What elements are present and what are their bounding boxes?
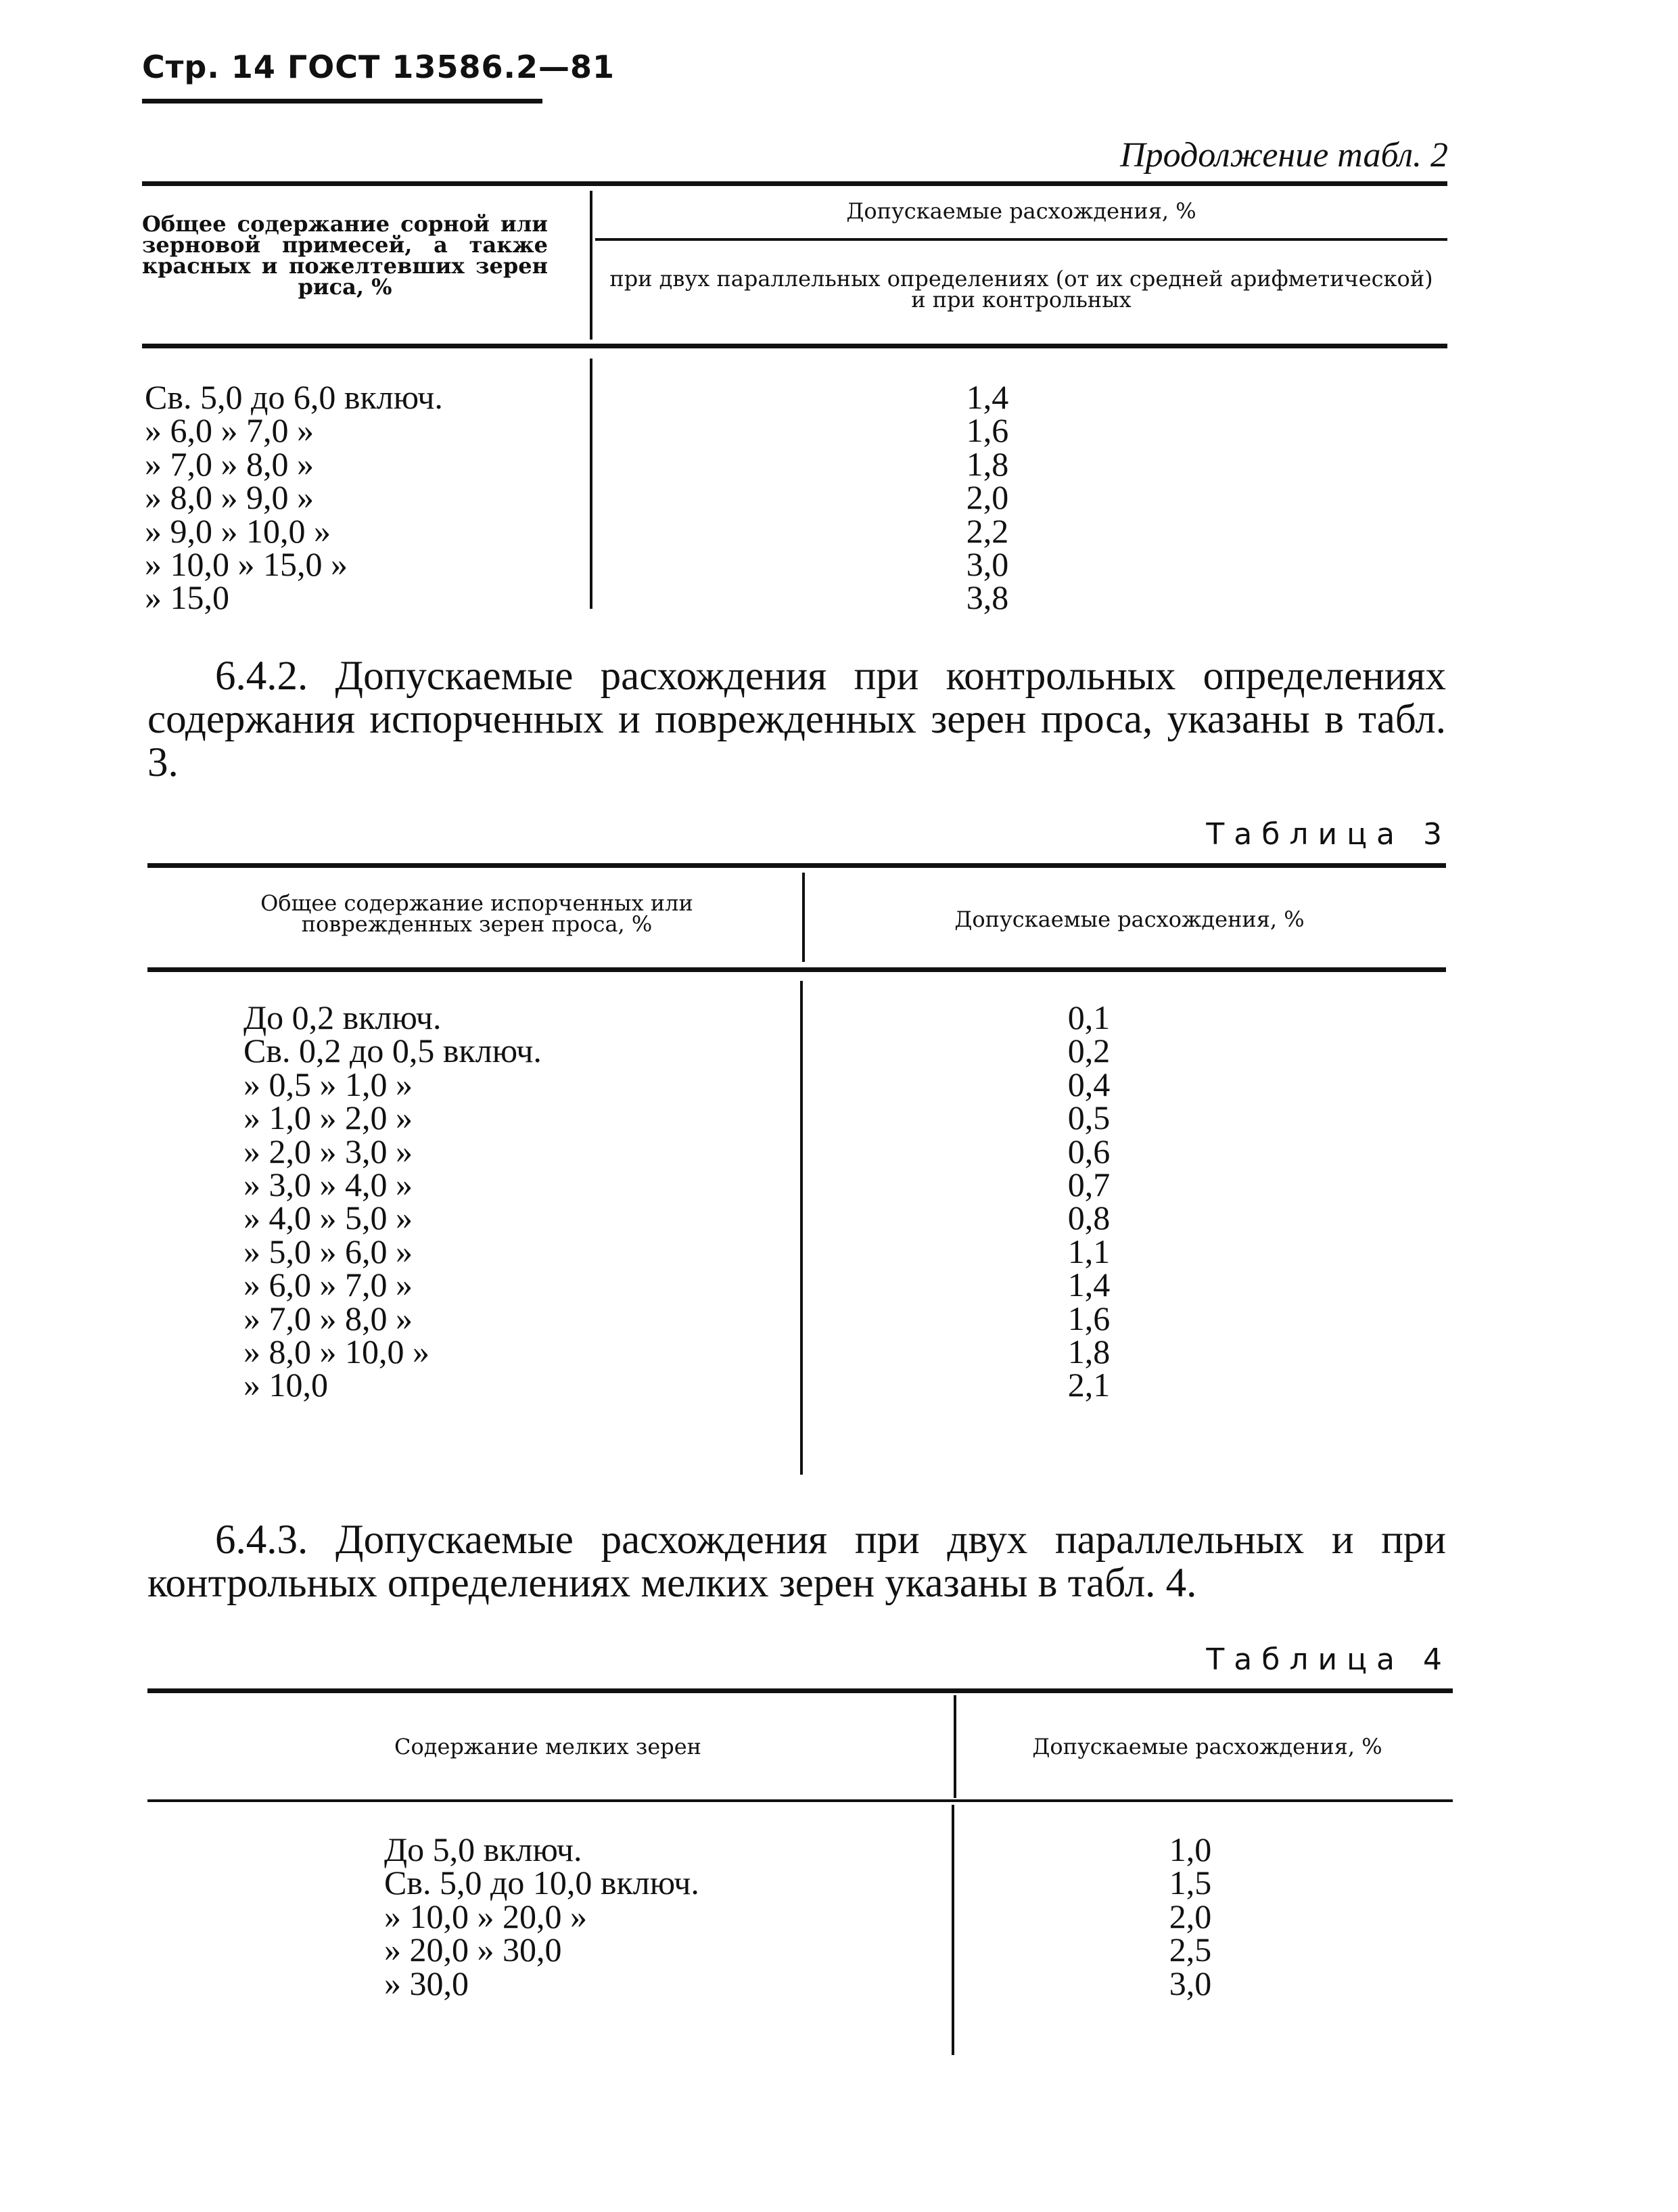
table3-row-value: 0,6 (1067, 1132, 1111, 1170)
table2-row-value: 2,0 (966, 478, 1009, 517)
table2-row-value: 2,2 (966, 511, 1009, 550)
table2-row-label: » 10,0 » 15,0 » (145, 545, 348, 584)
table2-row-label: » 15,0 (145, 578, 229, 617)
table2-top-rule (142, 181, 1447, 186)
table4-row-value: 2,5 (1169, 1931, 1212, 1969)
table3-top-rule (147, 863, 1446, 868)
table4-row-label: » 20,0 » 30,0 (384, 1931, 562, 1969)
table2-row-label: » 9,0 » 10,0 » (145, 511, 331, 550)
table4-row-label: » 30,0 (384, 1964, 469, 2002)
paragraph-6-4-3: 6.4.3. Допускаемые расхождения при двух параллельных и при контрольных определениях мелких зерен указаны в табл. 4. (147, 1517, 1446, 1606)
table4-row-label: » 10,0 » 20,0 » (384, 1897, 587, 1935)
table4-header-rule (147, 1799, 1453, 1802)
table2-continuation-caption: Продолжение табл. 2 (1120, 136, 1448, 175)
table3-row-value: 0,7 (1067, 1166, 1111, 1204)
table3-row-label: Св. 0,2 до 0,5 включ. (243, 1032, 542, 1070)
table2-col2-header-top: Допускаемые расхождения, % (846, 198, 1196, 224)
table4-col1-header: Содержание мелких зерен (394, 1734, 701, 1759)
table2-header-divider (590, 191, 592, 340)
table3-row-label: » 1,0 » 2,0 » (243, 1099, 413, 1137)
table4-row-value: 1,0 (1169, 1830, 1212, 1868)
table4-values (1116, 1830, 1265, 2002)
table3-caption: Таблица 3 (1206, 817, 1451, 852)
table3-row-label: » 8,0 » 10,0 » (243, 1333, 429, 1371)
table2-values (906, 378, 1069, 617)
table2-row-value: 1,4 (966, 378, 1009, 416)
table3-row-value: 2,1 (1067, 1366, 1111, 1404)
table3-row-value: 1,4 (1067, 1266, 1111, 1304)
table2-row-label: » 7,0 » 8,0 » (145, 444, 314, 483)
table2-row-label: Св. 5,0 до 6,0 включ. (145, 378, 443, 416)
table4-body-divider (952, 1805, 954, 2055)
table2-row-value: 1,6 (966, 411, 1009, 450)
table3-row-label: » 5,0 » 6,0 » (243, 1232, 413, 1270)
table2-col2-header-sub: при двух параллельных определениях (от их средней арифметической) и при контрольных (609, 266, 1433, 313)
table2-col1-header: Общее содержание сорной или зерновой примесей, а также красных и пожелтевших зерен риса, % (142, 211, 548, 300)
table4-row-value: 2,0 (1169, 1897, 1212, 1935)
table4-caption: Таблица 4 (1206, 1642, 1451, 1677)
table3-row-label: До 0,2 включ. (243, 998, 442, 1036)
table4-row-label: Св. 5,0 до 10,0 включ. (384, 1864, 699, 1902)
table4-rows (384, 1830, 699, 2002)
table2-subheader-rule (595, 238, 1447, 241)
table3-header-rule (147, 967, 1446, 972)
table3-row-label: » 3,0 » 4,0 » (243, 1166, 413, 1204)
paragraph-6-4-2: 6.4.2. Допускаемые расхождения при контрольных определениях содержания испорченных и поврежденных зерен проса, указаны в табл. 3. (147, 653, 1446, 785)
table3-col2-header: Допускаемые расхождения, % (954, 906, 1305, 932)
table2-row-value: 3,0 (966, 545, 1009, 584)
table3-row-value: 1,1 (1067, 1232, 1111, 1270)
table3-col1-header: Общее содержание испорченных или поврежденных зерен проса, % (260, 890, 693, 937)
table2-row-label: » 8,0 » 9,0 » (145, 478, 314, 517)
table4-row-value: 1,5 (1169, 1864, 1212, 1902)
table4-header-divider (954, 1695, 956, 1798)
table4-row-label: До 5,0 включ. (384, 1830, 582, 1868)
table4-top-rule (147, 1688, 1453, 1693)
table3-rows (243, 998, 542, 1404)
table3-row-value: 0,1 (1067, 998, 1111, 1036)
table3-row-label: » 2,0 » 3,0 » (243, 1132, 413, 1170)
table2-body-divider (590, 359, 592, 609)
table3-row-value: 0,4 (1067, 1065, 1111, 1103)
header-rule (142, 99, 542, 103)
table2-header-rule (142, 344, 1447, 348)
table4-row-value: 3,0 (1169, 1964, 1212, 2002)
table3-row-label: » 4,0 » 5,0 » (243, 1199, 413, 1237)
table3-row-label: » 7,0 » 8,0 » (243, 1299, 413, 1337)
table3-row-value: 0,2 (1067, 1032, 1111, 1070)
table3-values (1015, 998, 1163, 1404)
table3-row-label: » 6,0 » 7,0 » (243, 1266, 413, 1304)
table3-row-value: 0,5 (1067, 1099, 1111, 1137)
table3-header-divider (802, 873, 805, 962)
table3-row-value: 1,6 (1067, 1299, 1111, 1337)
table3-row-value: 0,8 (1067, 1199, 1111, 1237)
table3-row-label: » 0,5 » 1,0 » (243, 1065, 413, 1103)
table2-row-label: » 6,0 » 7,0 » (145, 411, 314, 450)
table2-row-value: 3,8 (966, 578, 1009, 617)
table2-row-value: 1,8 (966, 444, 1009, 483)
table3-row-value: 1,8 (1067, 1333, 1111, 1371)
page-header: Стр. 14 ГОСТ 13586.2—81 (142, 49, 615, 85)
table3-body-divider (800, 981, 803, 1475)
table3-row-label: » 10,0 (243, 1366, 328, 1404)
table2-rows (145, 378, 443, 617)
table4-col2-header: Допускаемые расхождения, % (1032, 1734, 1382, 1759)
